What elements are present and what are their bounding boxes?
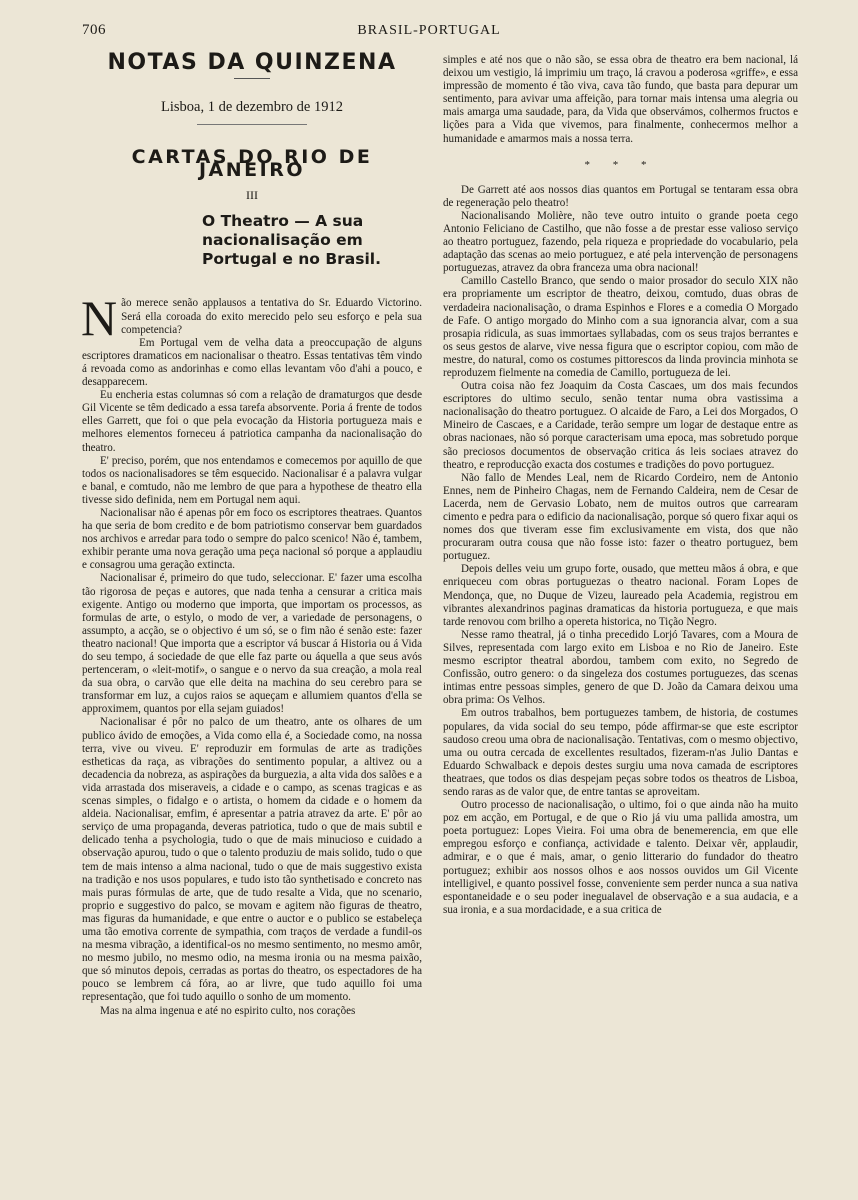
section-title: NOTAS DA QUINZENA: [107, 50, 397, 75]
dateline: Lisboa, 1 de dezembro de 1912: [160, 99, 343, 116]
running-header: BRASIL-PORTUGAL: [357, 23, 501, 38]
series-title: CARTAS DO RIO DE JANEIRO: [131, 146, 373, 182]
paragraph: Nacionalisando Molière, não teve outro intuito o grande poeta cego Antonio Feliciano de Castilho, que não fosse a de prestar esse valioso serviço ao theatro portuguez, fazendo, pela riqueza e propriedade do vocabulario, pela adaptação das scenas ao meio portuguez, e até pela intervenção de personagens portuguezas, atravez da obra franceza uma obra nacional!: [443, 209, 798, 275]
paragraph: Camillo Castello Branco, que sendo o maior prosador do seculo XIX não era propriamente um escriptor de theatro, deixou, comtudo, duas obras de verdadeira nacionalisação, o drama Espinhos e Flores e a comedia O Morgado de Fafe. O antigo morgado do Minho com a sua ignorancia alvar, com a sua prosapia ridicula, as suas immortaes syllabadas, com os seus trajos berrantes e os seus gestos de alarve, vive nessa figura que o escriptor copiou, com mão de mestre, do natural, como os costumes pittorescos da linda provincia minhota se reproduzem fielmente na comedia de Camillo, portugueza de lei.: [443, 275, 798, 379]
right-paragraphs-bottom: [443, 184, 798, 917]
paragraph: De Garrett até aos nossos dias quantos em Portugal se tentaram essa obra de regeneração pelo theatro!: [443, 183, 798, 209]
paragraph: Mas na alma ingenua e até no espirito culto, nos corações: [100, 1004, 356, 1017]
paragraph: Nacionalisar é pôr no palco de um theatro, ante os olhares de um publico ávido de emoções, a Vida como ella é, a Sociedade como, na nossa terra, vive ou viveu. E' reproduzir em formulas de arte as tradições estheticas da raça, as vibrações do sentimento popular, a altivez ou a decadencia da nobreza, as aspirações da burguezia, a alta vida dos salões e a vida arrastada dos miseraveis, a cidade e o campo, as scenas tragicas e as scenas simples, o fidalgo e o artista, o homem da cidade e o homem da aldeia. Nacionalisar, emfim, é apresentar a patria atravez da arte. E' pôr ao serviço de uma propaganda, deveras patriotica, tudo o que de mais subtil e delicado tenha a psychologia, tudo o que de mais minucioso e cuidado a observação apurou, tudo o que o talento produziu de mais solido, tudo o que tem de mais intenso a alma nacional, tudo o que de mais suggestivo exista na tradição e nos usos populares, e tudo isto tão synthetisado e concreto nas mais puras fórmulas de arte, que de tudo resalte a Vida, que no scenario, proprio e suggestivo do palco, se movam e agitem não figuras de theatro, mas figuras da humanidade, e que entre o auctor e o publico se estabeleça uma tão emotiva corrente de sympathia, com traços de verdade a fundil-os na mesma vibração, a identifical-os no mesmo sentimento, no mesmo amôr, no mesmo jubilo, no mesmo odio, na mesma ironia ou na mesma paixão, que só minutos depois, cerradas as portas do theatro, os espectadores de ha pouco se lembrem cá fóra, ao ar livre, que tudo aquillo foi uma representação, que foi tudo aquillo o sonho de um momento.: [82, 716, 422, 1004]
paragraph: Nacionalisar não é apenas pôr em foco os escriptores theatraes. Quantos ha que seria de bom credito e de bom patriotismo conservar bem guardados nos archivos e arredar para todo o sempre do palco scenico! Não é, tambem, exhibir perante uma nova geração uma peça nacional só porque a applaudiu e consagrou uma geração extincta.: [82, 506, 422, 572]
left-column: [81, 50, 422, 1018]
section-separator: * * *: [584, 158, 657, 171]
paragraph: Não fallo de Mendes Leal, nem de Ricardo Cordeiro, nem de Antonio Ennes, nem de Pinheiro Chagas, nem de Fernando Caldeira, nem de Cesar de Lacerda, nem de Gervasio Lobato, nem de muitos outros que carrearam cimento e pedra para o edificio da nacionalisação, porque só quero fixar aqui os nomes dos que tiveram esse fim exclusivamente em vista, dos que não procuraram outra cousa que não fosse isto: fazer o theatro portuguez, bem portuguez.: [443, 471, 798, 563]
right-paragraphs-top: [443, 54, 798, 146]
drop-cap: N: [81, 290, 118, 347]
article-subtitle: O Theatro — A sua nacionalisação em Portugal e no Brasil.: [202, 212, 382, 269]
paragraph: Outra coisa não fez Joaquim da Costa Cascaes, um dos mais fecundos escriptores do ultimo seculo, senão tentar numa obra vastissima a nacionalisação do theatro portuguez. O alcaide de Faro, a Lei dos Morgados, O Mineiro de Cascaes, e a Caridade, terão sempre um logar de destaque entre as obras nacionaes, não só porque caracterisam uma epoca, mas sobretudo porque são preciosos documentos de observação critica ás leis sociaes atravez do theatro, e reproducção exacta dos costumes e tradições do povo portuguez.: [443, 380, 798, 471]
left-paragraphs: [82, 337, 422, 1018]
paragraph: Em Portugal vem de velha data a preoccupação de alguns escriptores dramaticos em nacionalisar o theatro. Essas tentativas têm vindo á revoada como as andorinhas e como ellas levantam vôo d'ahi a pouco, e desapparecem.: [82, 336, 422, 389]
title-rule: [234, 78, 270, 79]
paragraph: E' preciso, porém, que nos entendamos e comecemos por aquillo de que todos os nacionalisadores se têm esquecido. Nacionalisar é a palavra vulgar e banal, e comtudo, não me lembro de que para a hypothese de theatro ella tivesse sido definida, nem em Portugal nem aqui.: [82, 454, 422, 506]
first-paragraph-text: ão merece senão applausos a tentativa do Sr. Eduardo Victorino. Será ella coroada do exito merecido pelo seu esforço e pela sua competencia?: [121, 297, 422, 336]
paragraph: simples e até nos que o não são, se essa obra de theatro era bem nacional, lá deixou um vestigio, lá imprimiu um traço, lá cravou a poderosa «griffe», e essa impressão de momento é tão viva, cava tão fundo, que basta para depurar um sentimento, para avivar uma affeição, para tornar mais intensa uma alegria ou mais amarga uma saudade, para, da Vida que observámos, colhermos fructos e lições para a Vida que vivemos, para finalmente, conhecermos melhor a humanidade e amarmos mais a nossa terra.: [443, 54, 798, 145]
paragraph: Nacionalisar é, primeiro do que tudo, seleccionar. E' fazer uma escolha tão rigorosa de peças e autores, que nada tenha a censurar a critica mais exigente. Antigo ou moderno que importa, que importam os processos, as formulas de arte, o estylo, o modo de ver, a variedade de personagens, o assumpto, a acção, se o objectivo é um só, se o fim não é senão este: fazer theatro nacional! Que importa que a escriptor vá buscar á Historia ou á Vida do seu tempo, á sociedade de que elle faz parte ou áquella a que seus avós pertenceram, o «leit-motif», o sangue e o nervo da sua creação, a mola real da sua obra, o carvão que elle deita na machina do seu cerebro para se transformar em luz, a cujos raios se aqueçam e allumiem quantos d'ella se approximem, quantos por ella sejam guiados!: [82, 572, 422, 716]
paragraph: Nesse ramo theatral, já o tinha precedido Lorjó Tavares, com a Moura de Silves, representada com largo exito em Lisboa e no Rio de Janeiro. Este mesmo escriptor theatral abordou, tambem com exito, no Segredo de Confissão, outro genero: o da singeleza dos costumes portuguezes, das scenas intimas entre pessoas simples, genero de que D. João da Camara deixou uma obra prima: Os Velhos.: [443, 628, 798, 707]
paragraph: Depois delles veiu um grupo forte, ousado, que metteu mãos á obra, e que enriqueceu com obras portuguezas o theatro nacional. Foram Lopes de Mendonça, que, no Duque de Vizeu, laureado pela Academia, registrou em vibrantes alexandrinos paginas dramaticas da historia portugueza, e que mais tarde renovou com brilho a opereta historica, no Tição Negro.: [443, 563, 798, 628]
right-column: [443, 54, 798, 917]
paragraph: Em outros trabalhos, bem portuguezes tambem, de historia, de costumes populares, da vida social do seu tempo, póde affirmar-se que este escriptor saudoso creou uma obra de nacionalisação. Tentativas, com o mesmo objectivo, uma ou outra cercada de excellentes resultados, fizeram-n'as Julio Dantas e Eduardo Schwalback e depois destes surgiu uma nova camada de escriptores theatraes, que todos os dias despejam peças sobre todos os theatros de Lisboa, sendo raras as de valor que, de entre tantas se aproveitam.: [443, 707, 798, 798]
paragraph: Eu encheria estas columnas só com a relação de dramaturgos que desde Gil Vicente se têm dedicado a essa tarefa absorvente. Poria á frente de todos elles Garrett, que foi o que pela evocação da Historia portugueza mais e melhores elementos forneceu á patriotica campanha da nacionalisação do theatro.: [82, 389, 422, 454]
part-number: III: [246, 188, 258, 203]
first-paragraph: [81, 290, 422, 347]
paragraph: Outro processo de nacionalisação, o ultimo, foi o que ainda não ha muito poz em acção, em Portugal, e de que o Rio já viu uma pallida amostra, um poeta portuguez: Lopes Vieira. Foi uma obra de benemerencia, em que elle empregou esforço e confiança, actividade e talento. Deixar vêr, applaudir, admirar, e o que é mais, amar, o genio litterario do fundador do theatro portuguez; exhibir aos nossos olhos e aos nossos ouvidos um Gil Vicente intelligivel, e quanto possivel fosse, conveniente sem perder nunca a sua nativa espontaneidade e o seu poder inegualavel de observação e a sua audacia, e a sua ironia, e a sua mordacidade, e a sua critica de: [443, 799, 798, 916]
dateline-rule: [197, 124, 307, 125]
page-number: 706: [82, 22, 106, 38]
